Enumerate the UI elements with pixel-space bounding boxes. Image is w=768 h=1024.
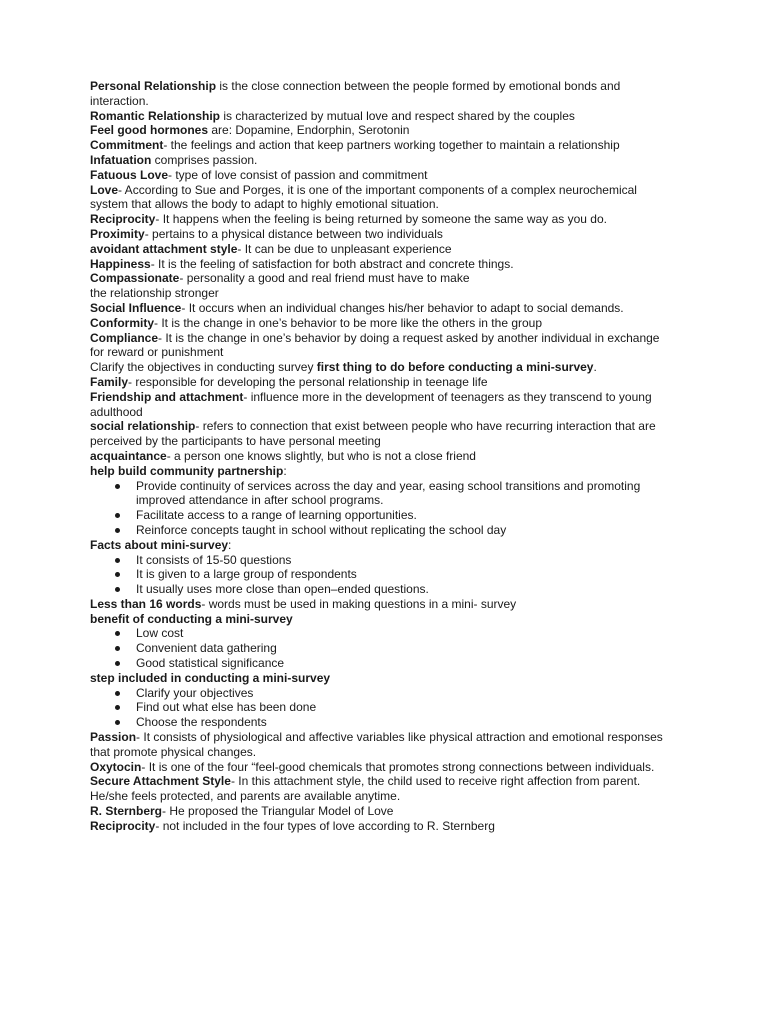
- bullet-icon: [115, 705, 120, 710]
- entry-reciprocity-not-included: Reciprocity- not included in the four types of love according to R. Sternberg: [90, 818, 495, 833]
- bullet-icon: [115, 528, 120, 533]
- bullet-icon: [115, 661, 120, 666]
- steps-heading: step included in conducting a mini-survey: [90, 670, 331, 685]
- bullet-icon: [115, 691, 120, 696]
- entry-sternberg: R. Sternberg- He proposed the Triangular Model of Love: [90, 804, 394, 819]
- entry-acquaintance: acquaintance- a person one knows slightly, but who is not a close friend: [90, 448, 476, 463]
- list-item: It usually uses more close than open–ended questions.: [90, 582, 675, 597]
- entry-compassionate: Compassionate- personality a good and real friend must have to make: [90, 271, 470, 286]
- list-item: Choose the respondents: [90, 715, 675, 730]
- entry-feel-good-hormones: Feel good hormones are: Dopamine, Endorphin, Serotonin: [90, 123, 410, 138]
- steps-list: [90, 686, 675, 730]
- list-item: Provide continuity of services across the day and year, easing school transitions and promoting improved attendance in after school programs.: [90, 479, 675, 509]
- entry-less-than-16-words: Less than 16 words- words must be used in making questions in a mini- survey: [90, 596, 517, 611]
- entry-social-relationship: social relationship- refers to connection that exist between people who have recurring interaction that are perceived by the participants to have personal meeting: [90, 419, 656, 449]
- entry-compassionate-continuation: the relationship stronger: [90, 286, 219, 301]
- bullet-icon: [115, 484, 120, 489]
- entry-avoidant-attachment: avoidant attachment style- It can be due to unpleasant experience: [90, 241, 452, 256]
- facts-list: [90, 553, 675, 597]
- entry-love: Love- According to Sue and Porges, it is one of the important components of a complex neurochemical system that allows the body to adapt to highly emotional situation.: [90, 182, 637, 212]
- bullet-icon: [115, 572, 120, 577]
- entry-clarify-objectives: Clarify the objectives in conducting survey first thing to do before conducting a mini-survey.: [90, 360, 597, 375]
- bullet-icon: [115, 587, 120, 592]
- list-item: Low cost: [90, 626, 675, 641]
- entry-compliance: Compliance- It is the change in one’s behavior by doing a request asked by another individual in exchange for reward or punishment: [90, 330, 660, 360]
- entry-secure-attachment: Secure Attachment Style- In this attachment style, the child used to receive right affection from parent. He/she feels protected, and parents are available anytime.: [90, 774, 641, 804]
- entry-happiness: Happiness- It is the feeling of satisfaction for both abstract and concrete things.: [90, 256, 514, 271]
- list-item: Good statistical significance: [90, 656, 675, 671]
- document-page: [90, 79, 675, 834]
- community-list: [90, 479, 675, 538]
- list-item: Facilitate access to a range of learning opportunities.: [90, 508, 675, 523]
- entry-infatuation: Infatuation comprises passion.: [90, 152, 258, 167]
- bullet-icon: [115, 558, 120, 563]
- list-item: Find out what else has been done: [90, 700, 675, 715]
- entry-reciprocity: Reciprocity- It happens when the feeling is being returned by someone the same way as you do.: [90, 212, 607, 227]
- entry-oxytocin: Oxytocin- It is one of the four “feel-good chemicals that promotes strong connections between individuals.: [90, 759, 655, 774]
- bullet-icon: [115, 646, 120, 651]
- bullet-icon: [115, 513, 120, 518]
- bullet-icon: [115, 631, 120, 636]
- entry-romantic-relationship: Romantic Relationship is characterized by mutual love and respect shared by the couples: [90, 108, 575, 123]
- list-item: Convenient data gathering: [90, 641, 675, 656]
- entry-commitment: Commitment- the feelings and action that keep partners working together to maintain a relationship: [90, 138, 620, 153]
- entry-personal-relationship: Personal Relationship is the close connection between the people formed by emotional bonds and interaction.: [90, 79, 621, 108]
- entry-proximity: Proximity- pertains to a physical distance between two individuals: [90, 226, 443, 241]
- entry-conformity: Conformity- It is the change in one’s behavior to be more like the others in the group: [90, 315, 543, 330]
- list-item: Clarify your objectives: [90, 686, 675, 701]
- entry-social-influence: Social Influence- It occurs when an individual changes his/her behavior to adapt to social demands.: [90, 300, 624, 315]
- benefit-heading: benefit of conducting a mini-survey: [90, 611, 293, 626]
- list-item: Reinforce concepts taught in school without replicating the school day: [90, 523, 675, 538]
- entry-fatuous-love: Fatuous Love- type of love consist of passion and commitment: [90, 167, 428, 182]
- list-item: It is given to a large group of respondents: [90, 567, 675, 582]
- benefit-list: [90, 626, 675, 670]
- community-heading: help build community partnership:: [90, 463, 287, 478]
- facts-heading: Facts about mini-survey:: [90, 537, 232, 552]
- list-item: It consists of 15-50 questions: [90, 553, 675, 568]
- entry-family: Family- responsible for developing the personal relationship in teenage life: [90, 374, 488, 389]
- bullet-icon: [115, 720, 120, 725]
- entry-passion: Passion- It consists of physiological and affective variables like physical attraction and emotional responses that promote physical changes.: [90, 730, 663, 759]
- entry-friendship-attachment: Friendship and attachment- influence more in the development of teenagers as they transcend to young adulthood: [90, 389, 652, 419]
